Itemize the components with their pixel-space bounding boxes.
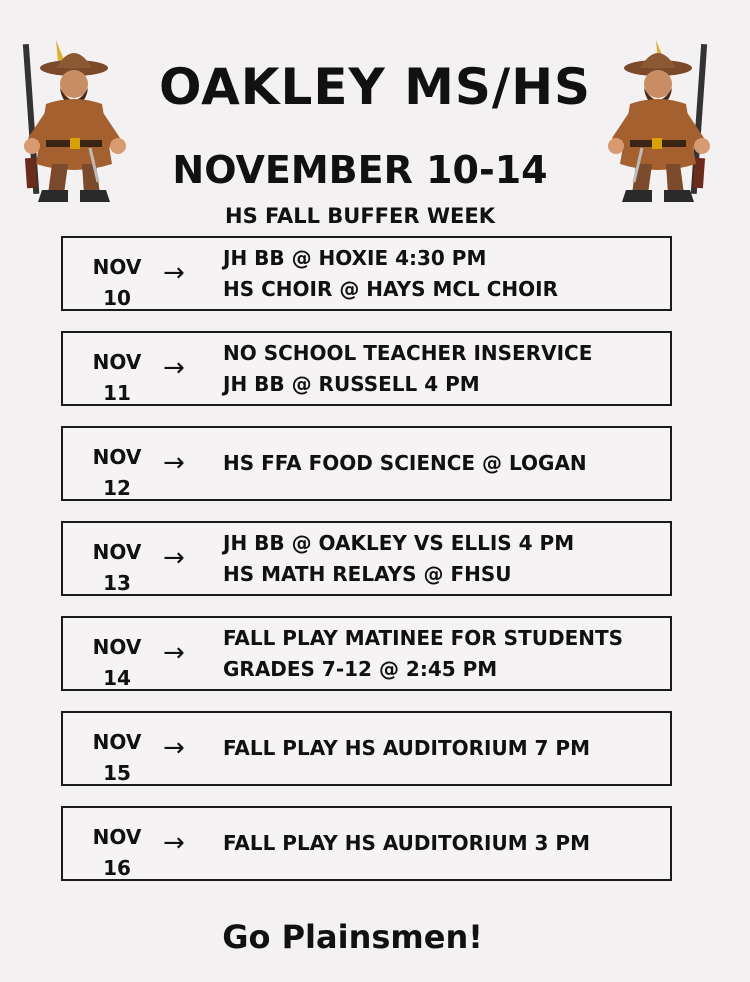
right-arrow-icon: → bbox=[163, 543, 185, 573]
right-arrow-icon: → bbox=[163, 638, 185, 668]
schedule-date bbox=[77, 347, 157, 409]
event-item: HS MATH RELAYS @ FHSU bbox=[223, 561, 512, 586]
schedule-date bbox=[77, 727, 157, 789]
event-list bbox=[223, 523, 663, 594]
date-day: 11 bbox=[103, 381, 131, 405]
date-month: NOV bbox=[92, 255, 142, 279]
schedule-row bbox=[61, 616, 672, 691]
schedule-date bbox=[77, 632, 157, 694]
footer-slogan: Go Plainsmen! bbox=[222, 918, 483, 956]
event-item: NO SCHOOL TEACHER INSERVICE bbox=[223, 340, 593, 365]
event-item: FALL PLAY HS AUDITORIUM 3 PM bbox=[223, 831, 590, 855]
event-item: JH BB @ RUSSELL 4 PM bbox=[223, 371, 480, 396]
right-arrow-icon: → bbox=[163, 448, 185, 478]
date-month: NOV bbox=[92, 540, 142, 564]
schedule-date bbox=[77, 442, 157, 504]
date-month: NOV bbox=[92, 825, 142, 849]
event-item: GRADES 7-12 @ 2:45 PM bbox=[223, 656, 498, 681]
schedule-row bbox=[61, 236, 672, 311]
event-list bbox=[223, 238, 663, 309]
event-item: HS FFA FOOD SCIENCE @ LOGAN bbox=[223, 451, 587, 475]
schedule-date bbox=[77, 822, 157, 884]
date-day: 15 bbox=[103, 761, 131, 785]
event-list bbox=[223, 713, 663, 784]
date-day: 13 bbox=[103, 571, 131, 595]
date-month: NOV bbox=[92, 635, 142, 659]
schedule-row bbox=[61, 521, 672, 596]
schedule-date bbox=[77, 252, 157, 314]
date-day: 10 bbox=[103, 286, 131, 310]
schedule-list bbox=[61, 236, 672, 901]
event-item: JH BB @ HOXIE 4:30 PM bbox=[223, 245, 487, 270]
event-item: JH BB @ OAKLEY VS ELLIS 4 PM bbox=[223, 530, 575, 555]
event-item: FALL PLAY HS AUDITORIUM 7 PM bbox=[223, 736, 590, 760]
date-day: 12 bbox=[103, 476, 131, 500]
event-list bbox=[223, 808, 663, 879]
event-item: FALL PLAY MATINEE FOR STUDENTS bbox=[223, 625, 624, 650]
event-list bbox=[223, 428, 663, 499]
date-range-heading: NOVEMBER 10-14 bbox=[172, 148, 548, 192]
schedule-row bbox=[61, 331, 672, 406]
schedule-row bbox=[61, 426, 672, 501]
page-title: OAKLEY MS/HS bbox=[158, 58, 592, 116]
right-arrow-icon: → bbox=[163, 733, 185, 763]
right-arrow-icon: → bbox=[163, 828, 185, 858]
event-item: HS CHOIR @ HAYS MCL CHOIR bbox=[223, 276, 558, 301]
right-arrow-icon: → bbox=[163, 353, 185, 383]
event-list bbox=[223, 333, 663, 404]
right-arrow-icon: → bbox=[163, 258, 185, 288]
date-month: NOV bbox=[92, 350, 142, 374]
date-day: 14 bbox=[103, 666, 131, 690]
date-day: 16 bbox=[103, 856, 131, 880]
date-month: NOV bbox=[92, 730, 142, 754]
schedule-date bbox=[77, 537, 157, 599]
week-label: HS FALL BUFFER WEEK bbox=[225, 204, 495, 228]
schedule-row bbox=[61, 806, 672, 881]
event-list bbox=[223, 618, 663, 689]
date-month: NOV bbox=[92, 445, 142, 469]
schedule-row bbox=[61, 711, 672, 786]
